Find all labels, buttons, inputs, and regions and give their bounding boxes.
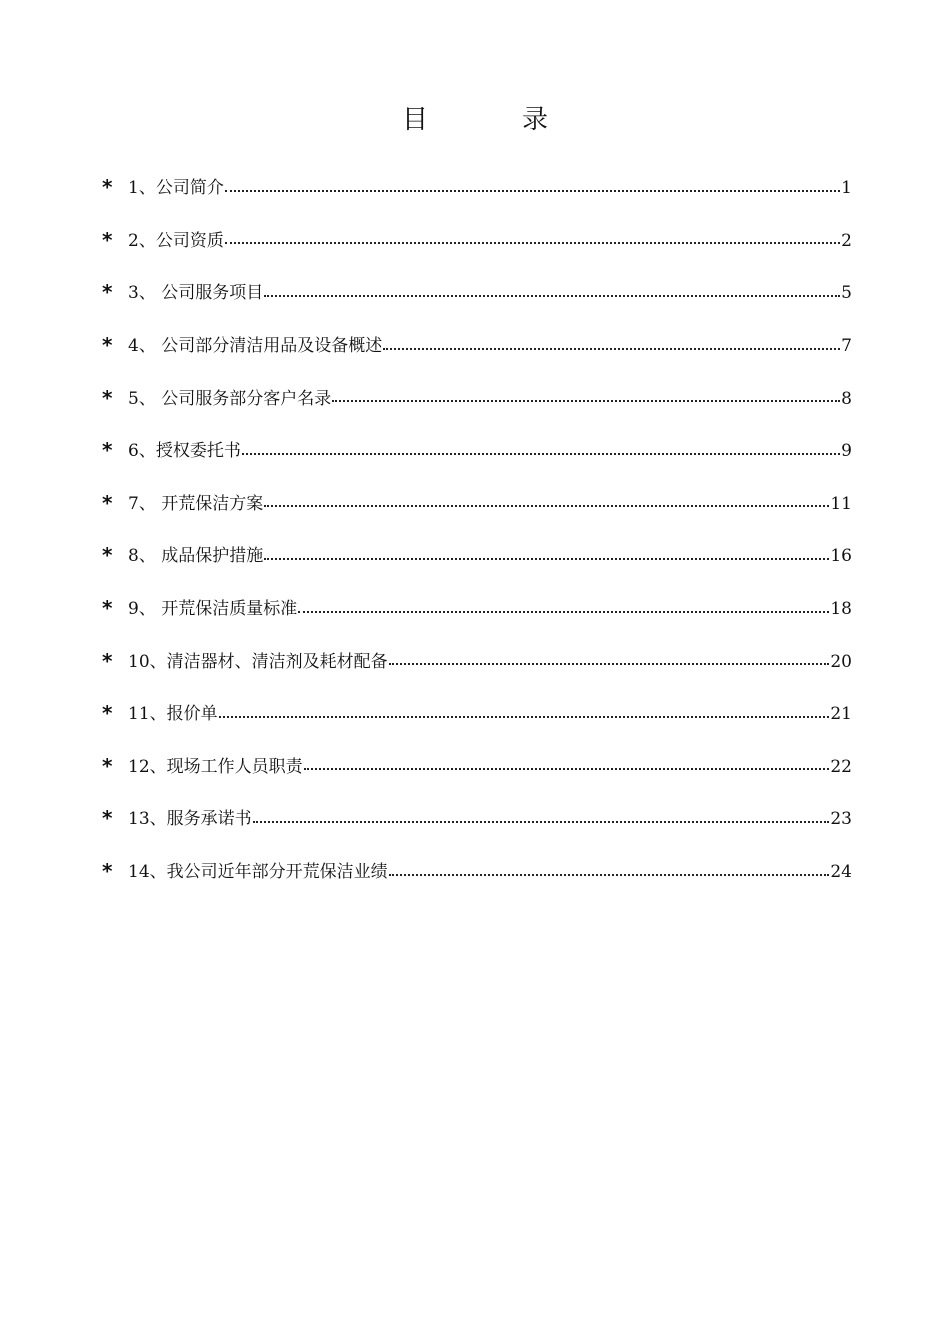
toc-entry[interactable]: [102, 635, 852, 688]
dot-leader: [219, 715, 830, 718]
bullet-asterisk: *: [102, 333, 113, 358]
bullet-asterisk: *: [102, 806, 113, 831]
bullet-asterisk: *: [102, 753, 113, 778]
toc-entry-page: 20: [830, 651, 852, 672]
toc-entry-label: 14、我公司近年部分开荒保洁业绩: [128, 862, 388, 883]
bullet-asterisk: *: [102, 490, 113, 515]
toc-entry-page: 5: [841, 283, 852, 304]
toc-entry-page: 11: [830, 493, 852, 514]
toc-entry-page: 2: [841, 230, 852, 251]
bullet-asterisk: *: [102, 175, 113, 200]
toc-entry-label: 4、 公司部分清洁用品及设备概述: [128, 336, 383, 357]
bullet-asterisk: *: [102, 227, 113, 252]
toc-entry-label: 5、 公司服务部分客户名录: [128, 388, 332, 409]
bullet-asterisk: *: [102, 438, 113, 463]
toc-entry-label: 11、报价单: [128, 704, 218, 725]
toc-entry[interactable]: [102, 215, 852, 268]
toc-entry-page: 16: [830, 546, 852, 567]
dot-leader: [225, 189, 840, 192]
toc-title: 目 录: [401, 105, 582, 135]
toc-entry[interactable]: [102, 846, 852, 899]
toc-entry-page: 18: [830, 599, 852, 620]
toc-entry-label: 9、 开荒保洁质量标准: [128, 599, 298, 620]
toc-entry[interactable]: [102, 688, 852, 741]
toc-entry[interactable]: [102, 162, 852, 215]
toc-entry-page: 1: [841, 178, 852, 199]
toc-entry[interactable]: [102, 793, 852, 846]
toc-entry-page: 8: [841, 388, 852, 409]
toc-entry-label: 12、现场工作人员职责: [128, 756, 303, 777]
toc-entry-label: 6、授权委托书: [128, 441, 241, 462]
dot-leader: [389, 662, 830, 665]
toc-entry-label: 3、 公司服务项目: [128, 283, 264, 304]
toc-entry-page: 21: [830, 704, 852, 725]
toc-entry[interactable]: [102, 320, 852, 373]
toc-entry-label: 7、 开荒保洁方案: [128, 493, 264, 514]
dot-leader: [264, 504, 829, 507]
dot-leader: [242, 452, 840, 455]
toc-entry-label: 8、 成品保护措施: [128, 546, 264, 567]
toc-entry-label: 1、公司简介: [128, 178, 224, 199]
toc-entry[interactable]: [102, 530, 852, 583]
toc-entry-page: 24: [830, 862, 852, 883]
bullet-asterisk: *: [102, 701, 113, 726]
dot-leader: [304, 767, 830, 770]
toc-entry-page: 22: [830, 756, 852, 777]
toc-entry-label: 13、服务承诺书: [128, 809, 252, 830]
bullet-asterisk: *: [102, 385, 113, 410]
dot-leader: [298, 610, 829, 613]
bullet-asterisk: *: [102, 859, 113, 884]
toc-list: [102, 162, 852, 898]
toc-entry[interactable]: [102, 741, 852, 794]
dot-leader: [264, 294, 840, 297]
bullet-asterisk: *: [102, 648, 113, 673]
dot-leader: [253, 820, 830, 823]
dot-leader: [264, 557, 829, 560]
dot-leader: [383, 347, 840, 350]
toc-entry-label: 10、清洁器材、清洁剂及耗材配备: [128, 651, 388, 672]
toc-entry[interactable]: [102, 478, 852, 531]
toc-entry-page: 9: [841, 441, 852, 462]
toc-entry[interactable]: [102, 372, 852, 425]
bullet-asterisk: *: [102, 596, 113, 621]
toc-entry-page: 23: [830, 809, 852, 830]
bullet-asterisk: *: [102, 543, 113, 568]
dot-leader: [332, 399, 840, 402]
bullet-asterisk: *: [102, 280, 113, 305]
dot-leader: [225, 241, 840, 244]
toc-entry-page: 7: [841, 336, 852, 357]
toc-entry[interactable]: [102, 583, 852, 636]
toc-entry[interactable]: [102, 425, 852, 478]
dot-leader: [389, 873, 830, 876]
toc-entry-label: 2、公司资质: [128, 230, 224, 251]
toc-entry[interactable]: [102, 267, 852, 320]
